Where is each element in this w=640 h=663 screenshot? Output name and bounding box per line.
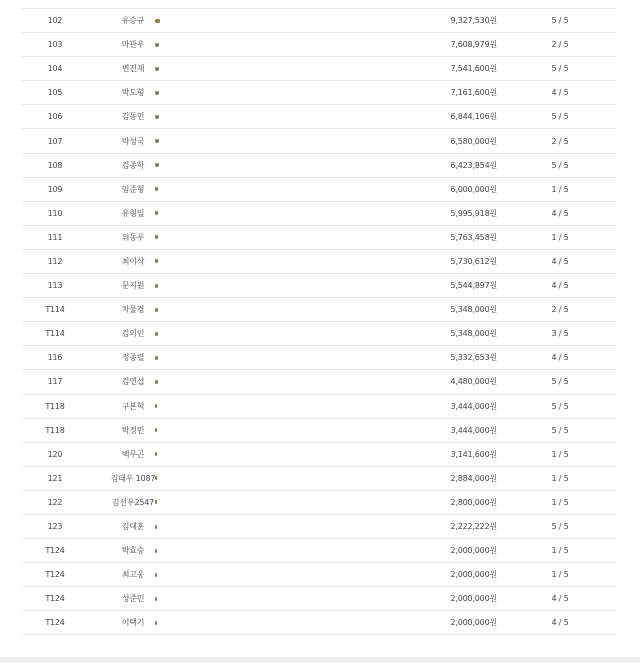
earnings-amount-cell: 5,995,918원	[450, 208, 497, 218]
earnings-amount-cell: 5,332,653원	[450, 353, 497, 363]
player-name-cell: 박정민	[121, 425, 145, 435]
earnings-bar	[155, 187, 158, 191]
cashes-count-cell: 4 / 5	[551, 594, 569, 604]
earnings-bar-cell	[155, 539, 215, 562]
player-name-cell: 박효승	[121, 546, 145, 556]
cashes-count-cell: 4 / 5	[551, 281, 569, 291]
earnings-bar-cell	[155, 611, 215, 634]
footer-divider	[0, 657, 640, 663]
table-row	[22, 154, 617, 178]
table-row	[22, 443, 617, 467]
table-row	[22, 202, 617, 226]
table-row	[22, 57, 617, 81]
rank-cell: T114	[45, 305, 65, 315]
player-name-cell: 임준형	[121, 184, 145, 194]
table-row	[22, 178, 617, 202]
earnings-bar-cell	[155, 515, 215, 538]
earnings-bar	[155, 19, 160, 23]
rank-cell: 103	[47, 40, 63, 50]
rank-cell: T124	[45, 618, 65, 628]
rank-cell: 108	[47, 160, 63, 170]
cashes-count-cell: 5 / 5	[551, 522, 569, 532]
rank-cell: T118	[45, 425, 65, 435]
cashes-count-cell: 5 / 5	[551, 160, 569, 170]
earnings-bar	[155, 163, 159, 167]
earnings-bar	[155, 356, 158, 360]
player-name-cell: 이택기	[121, 618, 145, 628]
earnings-bar-cell	[155, 370, 215, 393]
cashes-count-cell: 4 / 5	[551, 353, 569, 363]
earnings-bar	[155, 115, 159, 119]
cashes-count-cell: 5 / 5	[551, 64, 569, 74]
rank-cell: 112	[47, 256, 63, 266]
cashes-count-cell: 3 / 5	[551, 329, 569, 339]
rank-cell: 105	[47, 88, 63, 98]
cashes-count-cell: 4 / 5	[551, 618, 569, 628]
earnings-bar-cell	[155, 202, 215, 225]
rank-cell: 104	[47, 64, 63, 74]
player-name-cell: 최고웅	[121, 570, 145, 580]
rank-cell: 109	[47, 184, 63, 194]
cashes-count-cell: 5 / 5	[551, 112, 569, 122]
rank-cell: 116	[47, 353, 63, 363]
earnings-amount-cell: 5,544,897원	[450, 281, 497, 291]
player-name-cell: 김의인	[121, 329, 145, 339]
earnings-amount-cell: 2,800,000원	[450, 497, 497, 507]
earnings-amount-cell: 3,141,600원	[450, 449, 497, 459]
table-row	[22, 226, 617, 250]
earnings-amount-cell: 9,327,530원	[450, 16, 497, 26]
table-row	[22, 515, 617, 539]
earnings-bar	[155, 235, 158, 239]
earnings-bar-cell	[155, 419, 215, 442]
cashes-count-cell: 1 / 5	[551, 232, 569, 242]
earnings-amount-cell: 6,000,000원	[450, 184, 497, 194]
rank-cell: 120	[47, 449, 63, 459]
rank-cell: 111	[47, 232, 63, 242]
earnings-bar-cell	[155, 346, 215, 369]
table-row	[22, 395, 617, 419]
player-name-cell: 차율경	[121, 305, 145, 315]
table-row	[22, 9, 617, 33]
player-name-cell: 최이삭	[121, 256, 145, 266]
rank-cell: 106	[47, 112, 63, 122]
earnings-amount-cell: 6,844,106원	[450, 112, 497, 122]
earnings-amount-cell: 7,541,600원	[450, 64, 497, 74]
earnings-amount-cell: 3,444,000원	[450, 425, 497, 435]
earnings-bar	[155, 428, 157, 432]
rank-cell: 107	[47, 136, 63, 146]
earnings-amount-cell: 7,161,600원	[450, 88, 497, 98]
earnings-amount-cell: 5,348,000원	[450, 329, 497, 339]
table-row	[22, 539, 617, 563]
earnings-bar-cell	[155, 443, 215, 466]
earnings-bar-cell	[155, 395, 215, 418]
earnings-amount-cell: 5,730,612원	[450, 256, 497, 266]
rank-cell: 123	[47, 522, 63, 532]
earnings-amount-cell: 3,444,000원	[450, 401, 497, 411]
cashes-count-cell: 4 / 5	[551, 256, 569, 266]
cashes-count-cell: 1 / 5	[551, 184, 569, 194]
ranking-table	[22, 8, 617, 635]
earnings-bar-cell	[155, 33, 215, 56]
table-row	[22, 250, 617, 274]
table-row	[22, 611, 617, 635]
earnings-bar	[155, 259, 158, 263]
earnings-amount-cell: 2,000,000원	[450, 618, 497, 628]
cashes-count-cell: 5 / 5	[551, 425, 569, 435]
earnings-bar-cell	[155, 129, 215, 152]
earnings-amount-cell: 5,763,458원	[450, 232, 497, 242]
earnings-amount-cell: 6,580,000원	[450, 136, 497, 146]
rank-cell: T118	[45, 401, 65, 411]
cashes-count-cell: 2 / 5	[551, 40, 569, 50]
earnings-amount-cell: 6,423,854원	[450, 160, 497, 170]
table-row	[22, 563, 617, 587]
player-name-cell: 김동민	[121, 112, 145, 122]
earnings-bar-cell	[155, 467, 215, 490]
player-name-cell: 성준민	[121, 594, 145, 604]
earnings-amount-cell: 5,348,000원	[450, 305, 497, 315]
rank-cell: 121	[47, 473, 63, 483]
rank-cell: 110	[47, 208, 63, 218]
earnings-bar	[155, 573, 157, 577]
player-name-cell: 마관우	[121, 40, 145, 50]
player-name-cell: 김선우2547	[111, 497, 155, 507]
table-row	[22, 346, 617, 370]
cashes-count-cell: 2 / 5	[551, 305, 569, 315]
earnings-bar-cell	[155, 226, 215, 249]
table-row	[22, 467, 617, 491]
earnings-bar	[155, 621, 157, 625]
table-row	[22, 274, 617, 298]
earnings-bar-cell	[155, 322, 215, 345]
cashes-count-cell: 2 / 5	[551, 136, 569, 146]
earnings-bar	[155, 139, 159, 143]
table-row	[22, 33, 617, 57]
cashes-count-cell: 1 / 5	[551, 546, 569, 556]
earnings-amount-cell: 7,608,979원	[450, 40, 497, 50]
cashes-count-cell: 4 / 5	[551, 208, 569, 218]
earnings-bar	[155, 284, 158, 288]
player-name-cell: 김종학	[121, 160, 145, 170]
earnings-bar	[155, 211, 158, 215]
table-row	[22, 81, 617, 105]
earnings-bar	[155, 67, 159, 71]
earnings-bar	[155, 308, 158, 312]
table-row	[22, 587, 617, 611]
player-name-cell: 백무곤	[121, 449, 145, 459]
cashes-count-cell: 5 / 5	[551, 16, 569, 26]
earnings-amount-cell: 2,000,000원	[450, 570, 497, 580]
earnings-bar-cell	[155, 154, 215, 177]
player-name-cell: 변진재	[121, 64, 145, 74]
player-name-cell: 유승규	[121, 16, 145, 26]
player-name-cell: 정종렬	[121, 353, 145, 363]
earnings-bar-cell	[155, 250, 215, 273]
earnings-bar-cell	[155, 178, 215, 201]
table-row	[22, 105, 617, 129]
cashes-count-cell: 4 / 5	[551, 88, 569, 98]
earnings-bar-cell	[155, 57, 215, 80]
rank-cell: T124	[45, 570, 65, 580]
earnings-bar	[155, 525, 157, 529]
player-name-cell: 박성국	[121, 136, 145, 146]
rank-cell: 113	[47, 281, 63, 291]
cashes-count-cell: 1 / 5	[551, 449, 569, 459]
earnings-bar	[155, 43, 159, 47]
earnings-bar-cell	[155, 105, 215, 128]
earnings-bar	[155, 452, 157, 456]
rank-cell: 117	[47, 377, 63, 387]
earnings-bar-cell	[155, 587, 215, 610]
cashes-count-cell: 1 / 5	[551, 473, 569, 483]
player-name-cell: 김태우 1087	[110, 473, 156, 483]
earnings-bar	[155, 380, 158, 384]
earnings-bar	[155, 332, 158, 336]
earnings-bar-cell	[155, 491, 215, 514]
earnings-bar-cell	[155, 274, 215, 297]
rank-cell: 122	[47, 497, 63, 507]
cashes-count-cell: 1 / 5	[551, 570, 569, 580]
table-row	[22, 322, 617, 346]
cashes-count-cell: 5 / 5	[551, 377, 569, 387]
earnings-bar-cell	[155, 563, 215, 586]
player-name-cell: 문지원	[121, 281, 145, 291]
player-name-cell: 위동우	[121, 232, 145, 242]
earnings-amount-cell: 2,000,000원	[450, 594, 497, 604]
earnings-amount-cell: 4,480,000원	[450, 377, 497, 387]
rank-cell: T114	[45, 329, 65, 339]
earnings-bar	[155, 500, 157, 504]
player-name-cell: 박도형	[121, 88, 145, 98]
earnings-bar-cell	[155, 81, 215, 104]
cashes-count-cell: 1 / 5	[551, 497, 569, 507]
player-name-cell: 구본혁	[121, 401, 145, 411]
cashes-count-cell: 5 / 5	[551, 401, 569, 411]
rank-cell: T124	[45, 594, 65, 604]
earnings-amount-cell: 2,000,000원	[450, 546, 497, 556]
earnings-bar	[155, 476, 157, 480]
table-row	[22, 129, 617, 153]
earnings-bar	[155, 404, 157, 408]
earnings-bar	[155, 549, 157, 553]
earnings-amount-cell: 2,222,222원	[450, 522, 497, 532]
earnings-bar	[155, 91, 159, 95]
player-name-cell: 김연섭	[121, 377, 145, 387]
table-row	[22, 419, 617, 443]
rank-cell: T124	[45, 546, 65, 556]
table-row	[22, 491, 617, 515]
table-row	[22, 298, 617, 322]
table-row	[22, 370, 617, 394]
player-name-cell: 김대훈	[121, 522, 145, 532]
rank-cell: 102	[47, 16, 63, 26]
player-name-cell: 유형일	[121, 208, 145, 218]
earnings-amount-cell: 2,884,000원	[450, 473, 497, 483]
earnings-bar	[155, 597, 157, 601]
earnings-bar-cell	[155, 9, 215, 32]
earnings-bar-cell	[155, 298, 215, 321]
